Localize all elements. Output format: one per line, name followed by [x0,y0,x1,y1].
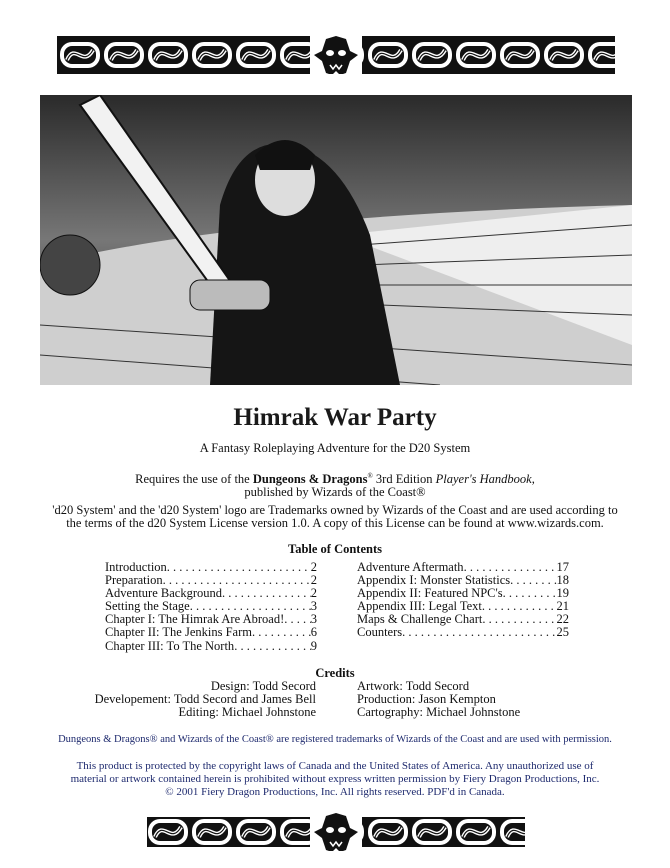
requires-notice: Requires the use of the Dungeons & Dragons® 3rd Edition Player's Handbook, published by Wizards of the Coast® [135,472,535,500]
toc-entry-page: 21 [556,599,569,614]
subtitle: A Fantasy Roleplaying Adventure for the D20 System [199,441,471,455]
toc-entry-page: 25 [556,625,569,640]
copyright-notice [0,760,670,799]
toc-leader-dots [510,574,556,587]
toc-entry-page: 6 [310,625,317,640]
toc-leader-dots [234,640,311,653]
credit-editing: Editing: Michael Johnstone [178,705,316,719]
toc-entry-page: 9 [310,638,317,653]
toc-leader-dots [167,561,311,574]
toc-entry-label: Preparation [105,573,163,588]
toc-entry-page: 17 [556,560,569,574]
toc-right-column [357,561,569,640]
toc-entry-label: Appendix II: Featured NPC's [357,586,503,601]
toc-leader-dots [402,626,556,639]
credits-right [357,680,617,719]
toc-entry-label: Appendix III: Legal Text [357,599,482,614]
toc-entry-label: Chapter II: The Jenkins Farm [105,625,252,640]
toc-entry-page: 19 [556,586,569,601]
trademark-notice: Dungeons & Dragons® and Wizards of the Coast® are registered trademarks of Wizards of the Coast and are used with permission. [58,734,612,745]
credit-production: Production: Jason Kempton [357,692,496,706]
copyright-line: This product is protected by the copyright laws of Canada and the United States of America. Any unauthorized use of [76,760,594,772]
credit-artwork: Artwork: Todd Secord [357,679,470,693]
toc-left-column [105,561,317,653]
toc-leader-dots [284,613,311,626]
credits-heading: Credits [315,666,355,680]
toc-leader-dots [252,626,311,639]
toc-entry-label: Counters [357,625,403,640]
toc-entry[interactable] [105,626,317,639]
toc-entry-label: Setting the Stage [105,599,190,614]
credit-development: Developement: Todd Secord and James Bell [94,692,316,706]
adventure-title: Himrak War Party [233,404,437,431]
copyright-line: material or artwork contained herein is prohibited without express written permission by Fiery Dragon Productions, Inc. [70,773,600,785]
bottom-celtic-border [57,813,615,851]
toc-leader-dots [482,613,556,626]
toc-leader-dots [503,587,557,600]
copyright-line: © 2001 Fiery Dragon Productions, Inc. All rights reserved. PDF'd in Canada. [165,786,505,798]
toc-entry[interactable] [105,640,317,653]
toc-entry-page: 2 [310,573,317,588]
toc-heading: Table of Contents [288,542,382,556]
toc-leader-dots [222,587,311,600]
skull-ornament-icon [314,813,358,851]
credit-cartography: Cartography: Michael Johnstone [357,705,521,719]
credit-design: Design: Todd Secord [210,679,316,693]
d20-notice: 'd20 System' and the 'd20 System' logo are Trademarks owned by Wizards of the Coast and are used according to the terms of the d20 System License version 1.0. A copy of this License can be found at www.wizards.com. [52,503,618,530]
toc-leader-dots [482,600,557,613]
toc-entry-page: 2 [310,586,317,601]
toc-entry[interactable] [357,626,569,639]
credits-left [60,680,316,719]
toc-entry-page: 2 [310,560,317,574]
toc-entry-label: Adventure Background [105,586,222,601]
toc-entry-page: 22 [556,612,569,627]
toc-entry-label: Chapter I: The Himrak Are Abroad! [105,612,285,627]
toc-entry-label: Adventure Aftermath [357,560,464,574]
skull-ornament-icon [314,36,358,74]
toc-entry-page: 18 [556,573,569,588]
toc-entry-page: 3 [310,599,317,614]
toc-entry-label: Introduction [105,560,167,574]
toc-entry-label: Appendix I: Monster Statistics [357,573,511,588]
toc-entry-label: Chapter III: To The North [105,638,235,653]
toc-entry-page: 3 [310,612,317,627]
toc-entry-label: Maps & Challenge Chart [357,612,483,627]
top-celtic-border [57,36,615,74]
cover-illustration [40,95,632,385]
